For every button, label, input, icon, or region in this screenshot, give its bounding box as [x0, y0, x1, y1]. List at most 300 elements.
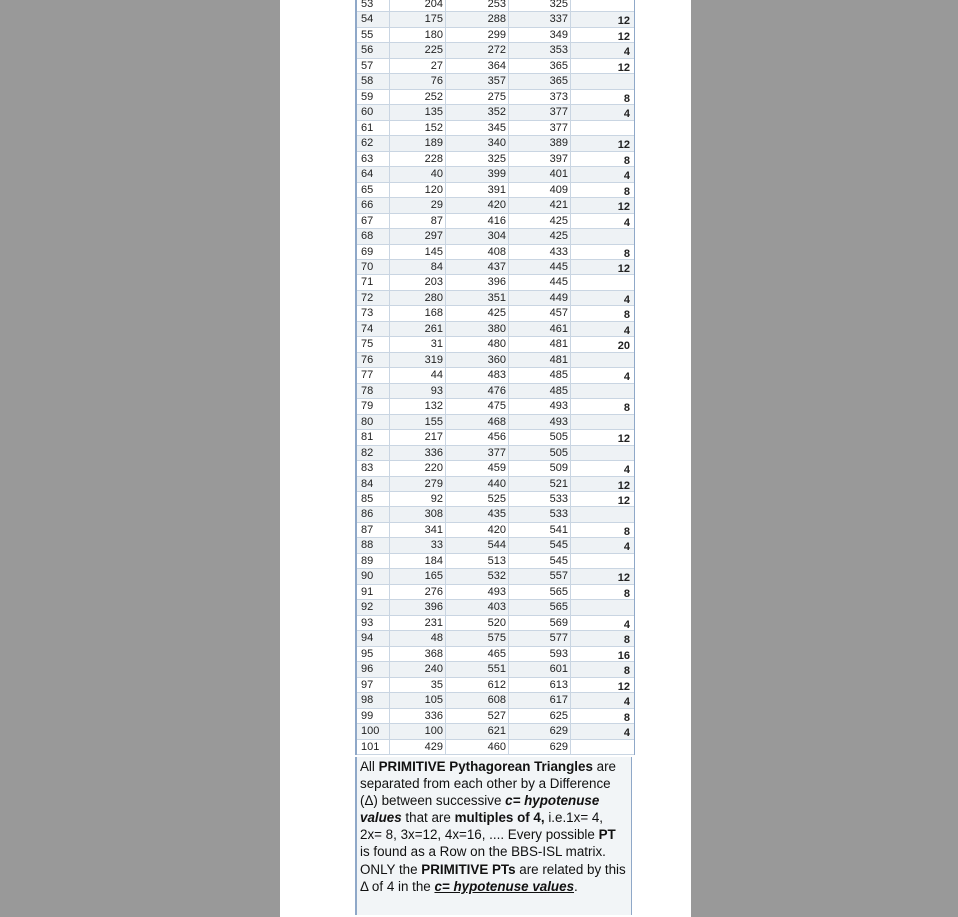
- hypotenuse-c-cell: 481: [509, 337, 571, 351]
- table-row: [357, 167, 634, 182]
- row-index-cell: 71: [357, 275, 390, 289]
- delta-cell: 12: [617, 201, 630, 214]
- hypotenuse-c-cell: 353: [509, 43, 571, 57]
- delta-cell: [571, 0, 632, 11]
- hypotenuse-c-cell: 557: [509, 569, 571, 583]
- delta-cell: 4: [623, 293, 630, 306]
- delta-cell: 4: [623, 324, 630, 337]
- side-a-cell: 240: [390, 662, 446, 676]
- note-text: is found as a Row on the BBS-ISL matrix. ONLY the: [360, 844, 606, 877]
- row-index-cell: 58: [357, 74, 390, 88]
- row-index-cell: 65: [357, 183, 390, 197]
- side-a-cell: 100: [390, 724, 446, 738]
- hypotenuse-c-cell: 397: [509, 152, 571, 166]
- hypotenuse-c-cell: 325: [509, 0, 571, 11]
- side-b-cell: 416: [446, 214, 509, 228]
- side-a-cell: 280: [390, 291, 446, 305]
- row-index-cell: 99: [357, 709, 390, 723]
- row-index-cell: 92: [357, 600, 390, 614]
- side-b-cell: 357: [446, 74, 509, 88]
- delta-cell: 12: [617, 15, 630, 28]
- side-b-cell: 420: [446, 523, 509, 537]
- table-row: [357, 245, 634, 260]
- table-row: [357, 322, 634, 337]
- hypotenuse-c-cell: 365: [509, 74, 571, 88]
- side-b-cell: 465: [446, 647, 509, 661]
- row-index-cell: 101: [357, 740, 390, 754]
- table-row: [357, 152, 634, 167]
- side-b-cell: 299: [446, 28, 509, 42]
- side-b-cell: 437: [446, 260, 509, 274]
- hypotenuse-c-cell: 625: [509, 709, 571, 723]
- side-b-cell: 532: [446, 569, 509, 583]
- row-index-cell: 84: [357, 477, 390, 491]
- side-a-cell: 33: [390, 538, 446, 552]
- side-b-cell: 612: [446, 678, 509, 692]
- delta-cell: [571, 121, 632, 135]
- hypotenuse-c-cell: 433: [509, 245, 571, 259]
- side-a-cell: 145: [390, 245, 446, 259]
- delta-cell: 8: [623, 711, 630, 724]
- table-row: [357, 0, 634, 12]
- side-b-cell: 483: [446, 368, 509, 382]
- side-a-cell: 165: [390, 569, 446, 583]
- row-index-cell: 64: [357, 167, 390, 181]
- delta-cell: [571, 353, 632, 367]
- delta-cell: [571, 507, 632, 521]
- side-b-cell: 377: [446, 446, 509, 460]
- side-b-cell: 525: [446, 492, 509, 506]
- note-text: All: [360, 759, 379, 774]
- note-text: c= hypotenuse values: [434, 878, 575, 894]
- hypotenuse-c-cell: 565: [509, 600, 571, 614]
- side-a-cell: 152: [390, 121, 446, 135]
- side-a-cell: 48: [390, 631, 446, 645]
- side-b-cell: 253: [446, 0, 509, 11]
- table-row: [357, 631, 634, 646]
- explanation-note: [355, 757, 632, 915]
- side-a-cell: 297: [390, 229, 446, 243]
- side-a-cell: 92: [390, 492, 446, 506]
- hypotenuse-c-cell: 377: [509, 105, 571, 119]
- row-index-cell: 83: [357, 461, 390, 475]
- side-a-cell: 261: [390, 322, 446, 336]
- delta-cell: 20: [617, 340, 630, 353]
- hypotenuse-c-cell: 421: [509, 198, 571, 212]
- row-index-cell: 61: [357, 121, 390, 135]
- side-b-cell: 513: [446, 554, 509, 568]
- row-index-cell: 98: [357, 693, 390, 707]
- table-row: [357, 678, 634, 693]
- hypotenuse-c-cell: 481: [509, 353, 571, 367]
- side-b-cell: 391: [446, 183, 509, 197]
- side-a-cell: 368: [390, 647, 446, 661]
- table-row: [357, 647, 634, 662]
- delta-cell: 8: [623, 185, 630, 198]
- side-a-cell: 184: [390, 554, 446, 568]
- row-index-cell: 75: [357, 337, 390, 351]
- side-b-cell: 475: [446, 399, 509, 413]
- delta-cell: 12: [617, 680, 630, 693]
- hypotenuse-c-cell: 521: [509, 477, 571, 491]
- side-a-cell: 308: [390, 507, 446, 521]
- hypotenuse-c-cell: 493: [509, 399, 571, 413]
- table-row: [357, 74, 634, 89]
- side-a-cell: 40: [390, 167, 446, 181]
- table-row: [357, 461, 634, 476]
- side-a-cell: 35: [390, 678, 446, 692]
- hypotenuse-c-cell: 365: [509, 59, 571, 73]
- side-a-cell: 225: [390, 43, 446, 57]
- side-a-cell: 228: [390, 152, 446, 166]
- delta-cell: 12: [617, 61, 630, 74]
- side-b-cell: 460: [446, 740, 509, 754]
- table-row: [357, 554, 634, 569]
- table-row: [357, 90, 634, 105]
- side-a-cell: 252: [390, 90, 446, 104]
- side-b-cell: 575: [446, 631, 509, 645]
- note-text: i.e.1x= 4, 2x= 8, 3x=12, 4x=16, .... Every possible: [360, 810, 604, 843]
- hypotenuse-c-cell: 389: [509, 136, 571, 150]
- side-b-cell: 456: [446, 430, 509, 444]
- row-index-cell: 76: [357, 353, 390, 367]
- delta-cell: 8: [623, 309, 630, 322]
- row-index-cell: 68: [357, 229, 390, 243]
- side-a-cell: 429: [390, 740, 446, 754]
- table-row: [357, 446, 634, 461]
- delta-cell: [571, 600, 632, 614]
- table-row: [357, 43, 634, 58]
- delta-cell: 8: [623, 665, 630, 678]
- row-index-cell: 87: [357, 523, 390, 537]
- table-row: [357, 121, 634, 136]
- table-row: [357, 384, 634, 399]
- side-a-cell: 279: [390, 477, 446, 491]
- note-text: multiples of 4,: [454, 810, 545, 826]
- table-row: [357, 724, 634, 739]
- row-index-cell: 69: [357, 245, 390, 259]
- table-row: [357, 616, 634, 631]
- delta-cell: 8: [623, 154, 630, 167]
- side-b-cell: 551: [446, 662, 509, 676]
- delta-cell: 4: [623, 108, 630, 121]
- side-b-cell: 325: [446, 152, 509, 166]
- row-index-cell: 91: [357, 585, 390, 599]
- row-index-cell: 100: [357, 724, 390, 738]
- side-b-cell: 544: [446, 538, 509, 552]
- table-row: [357, 275, 634, 290]
- hypotenuse-c-cell: 493: [509, 415, 571, 429]
- side-b-cell: 345: [446, 121, 509, 135]
- hypotenuse-c-cell: 545: [509, 538, 571, 552]
- row-index-cell: 97: [357, 678, 390, 692]
- side-b-cell: 340: [446, 136, 509, 150]
- delta-cell: 12: [617, 479, 630, 492]
- hypotenuse-c-cell: 409: [509, 183, 571, 197]
- hypotenuse-c-cell: 461: [509, 322, 571, 336]
- delta-cell: 12: [617, 139, 630, 152]
- row-index-cell: 93: [357, 616, 390, 630]
- note-text: are related by this Δ of 4 in the: [360, 861, 626, 894]
- side-b-cell: 396: [446, 275, 509, 289]
- delta-cell: 4: [623, 170, 630, 183]
- table-row: [357, 291, 634, 306]
- table-row: [357, 585, 634, 600]
- hypotenuse-c-cell: 457: [509, 306, 571, 320]
- note-text: c= hypotenuse values: [360, 793, 600, 826]
- table-row: [357, 260, 634, 275]
- side-a-cell: 44: [390, 368, 446, 382]
- row-index-cell: 63: [357, 152, 390, 166]
- row-index-cell: 82: [357, 446, 390, 460]
- hypotenuse-c-cell: 569: [509, 616, 571, 630]
- hypotenuse-c-cell: 613: [509, 678, 571, 692]
- side-b-cell: 527: [446, 709, 509, 723]
- delta-cell: 12: [617, 572, 630, 585]
- side-b-cell: 621: [446, 724, 509, 738]
- hypotenuse-c-cell: 533: [509, 507, 571, 521]
- side-a-cell: 336: [390, 709, 446, 723]
- delta-cell: 12: [617, 262, 630, 275]
- hypotenuse-c-cell: 533: [509, 492, 571, 506]
- table-row: [357, 693, 634, 708]
- note-text: that are: [401, 810, 455, 826]
- side-b-cell: 399: [446, 167, 509, 181]
- row-index-cell: 94: [357, 631, 390, 645]
- row-index-cell: 88: [357, 538, 390, 552]
- side-b-cell: 304: [446, 229, 509, 243]
- side-a-cell: 105: [390, 693, 446, 707]
- note-text: are separated from each other by a Difference (Δ) between successive: [360, 759, 616, 809]
- side-a-cell: 87: [390, 214, 446, 228]
- table-row: [357, 368, 634, 383]
- side-b-cell: 360: [446, 353, 509, 367]
- side-b-cell: 468: [446, 415, 509, 429]
- side-a-cell: 217: [390, 430, 446, 444]
- side-a-cell: 231: [390, 616, 446, 630]
- table-row: [357, 430, 634, 445]
- side-a-cell: 27: [390, 59, 446, 73]
- table-row: [357, 306, 634, 321]
- row-index-cell: 74: [357, 322, 390, 336]
- side-a-cell: 29: [390, 198, 446, 212]
- hypotenuse-c-cell: 349: [509, 28, 571, 42]
- side-b-cell: 493: [446, 585, 509, 599]
- side-a-cell: 276: [390, 585, 446, 599]
- table-row: [357, 492, 634, 507]
- delta-cell: 12: [617, 495, 630, 507]
- hypotenuse-c-cell: 485: [509, 384, 571, 398]
- delta-cell: [571, 275, 632, 289]
- table-row: [357, 183, 634, 198]
- hypotenuse-c-cell: 445: [509, 275, 571, 289]
- side-a-cell: 341: [390, 523, 446, 537]
- row-index-cell: 67: [357, 214, 390, 228]
- row-index-cell: 81: [357, 430, 390, 444]
- delta-cell: 4: [623, 464, 630, 477]
- note-text: .: [574, 878, 578, 894]
- side-b-cell: 408: [446, 245, 509, 259]
- hypotenuse-c-cell: 577: [509, 631, 571, 645]
- side-b-cell: 520: [446, 616, 509, 630]
- side-b-cell: 608: [446, 693, 509, 707]
- side-b-cell: 364: [446, 59, 509, 73]
- table-row: [357, 105, 634, 120]
- row-index-cell: 96: [357, 662, 390, 676]
- row-index-cell: 62: [357, 136, 390, 150]
- side-b-cell: 459: [446, 461, 509, 475]
- side-b-cell: 403: [446, 600, 509, 614]
- table-row: [357, 12, 634, 27]
- side-a-cell: 84: [390, 260, 446, 274]
- hypotenuse-c-cell: 505: [509, 446, 571, 460]
- table-row: [357, 229, 634, 244]
- row-index-cell: 78: [357, 384, 390, 398]
- row-index-cell: 73: [357, 306, 390, 320]
- row-index-cell: 66: [357, 198, 390, 212]
- side-b-cell: 435: [446, 507, 509, 521]
- side-a-cell: 175: [390, 12, 446, 26]
- note-text: PRIMITIVE Pythagorean Triangles: [378, 759, 593, 774]
- row-index-cell: 95: [357, 647, 390, 661]
- hypotenuse-c-cell: 401: [509, 167, 571, 181]
- row-index-cell: 60: [357, 105, 390, 119]
- table-row: [357, 28, 634, 43]
- hypotenuse-c-cell: 509: [509, 461, 571, 475]
- side-a-cell: 396: [390, 600, 446, 614]
- row-index-cell: 53: [357, 0, 390, 11]
- hypotenuse-c-cell: 445: [509, 260, 571, 274]
- table-row: [357, 709, 634, 724]
- row-index-cell: 57: [357, 59, 390, 73]
- table-row: [357, 538, 634, 553]
- hypotenuse-c-cell: 377: [509, 121, 571, 135]
- delta-cell: [571, 554, 632, 568]
- table-row: [357, 600, 634, 615]
- table-row: [357, 214, 634, 229]
- delta-cell: 12: [617, 433, 630, 446]
- hypotenuse-c-cell: 337: [509, 12, 571, 26]
- delta-cell: [571, 74, 632, 88]
- delta-cell: 8: [623, 525, 630, 538]
- side-a-cell: 336: [390, 446, 446, 460]
- hypotenuse-c-cell: 565: [509, 585, 571, 599]
- side-b-cell: 440: [446, 477, 509, 491]
- row-index-cell: 70: [357, 260, 390, 274]
- table-row: [357, 477, 634, 492]
- side-a-cell: 180: [390, 28, 446, 42]
- side-a-cell: 132: [390, 399, 446, 413]
- side-b-cell: 288: [446, 12, 509, 26]
- hypotenuse-c-cell: 425: [509, 229, 571, 243]
- side-a-cell: 76: [390, 74, 446, 88]
- delta-cell: 8: [623, 587, 630, 600]
- pythagorean-triples-table: [355, 0, 635, 755]
- hypotenuse-c-cell: 629: [509, 724, 571, 738]
- hypotenuse-c-cell: 373: [509, 90, 571, 104]
- hypotenuse-c-cell: 545: [509, 554, 571, 568]
- row-index-cell: 72: [357, 291, 390, 305]
- delta-cell: 8: [623, 634, 630, 647]
- hypotenuse-c-cell: 541: [509, 523, 571, 537]
- side-a-cell: 203: [390, 275, 446, 289]
- table-row: [357, 523, 634, 538]
- table-row: [357, 569, 634, 584]
- row-index-cell: 56: [357, 43, 390, 57]
- side-b-cell: 275: [446, 90, 509, 104]
- row-index-cell: 90: [357, 569, 390, 583]
- side-a-cell: 31: [390, 337, 446, 351]
- delta-cell: 16: [617, 649, 630, 662]
- hypotenuse-c-cell: 593: [509, 647, 571, 661]
- side-a-cell: 204: [390, 0, 446, 11]
- hypotenuse-c-cell: 425: [509, 214, 571, 228]
- table-row: [357, 59, 634, 74]
- side-a-cell: 120: [390, 183, 446, 197]
- table-row: [357, 415, 634, 430]
- side-a-cell: 155: [390, 415, 446, 429]
- side-a-cell: 93: [390, 384, 446, 398]
- side-b-cell: 351: [446, 291, 509, 305]
- delta-cell: 8: [623, 92, 630, 105]
- hypotenuse-c-cell: 601: [509, 662, 571, 676]
- row-index-cell: 89: [357, 554, 390, 568]
- delta-cell: 4: [623, 371, 630, 384]
- delta-cell: 4: [623, 618, 630, 631]
- side-b-cell: 272: [446, 43, 509, 57]
- delta-cell: 4: [623, 696, 630, 709]
- table-row: [357, 198, 634, 213]
- side-b-cell: 352: [446, 105, 509, 119]
- delta-cell: [571, 415, 632, 429]
- side-a-cell: 135: [390, 105, 446, 119]
- note-text: PT: [598, 827, 616, 843]
- row-index-cell: 86: [357, 507, 390, 521]
- delta-cell: 4: [623, 541, 630, 554]
- delta-cell: [571, 229, 632, 243]
- side-a-cell: 168: [390, 306, 446, 320]
- table-row: [357, 337, 634, 352]
- table-row: [357, 136, 634, 151]
- row-index-cell: 59: [357, 90, 390, 104]
- delta-cell: 12: [617, 30, 630, 43]
- table-row: [357, 662, 634, 677]
- delta-cell: [571, 384, 632, 398]
- hypotenuse-c-cell: 617: [509, 693, 571, 707]
- table-row: [357, 353, 634, 368]
- delta-cell: 8: [623, 247, 630, 260]
- row-index-cell: 55: [357, 28, 390, 42]
- row-index-cell: 77: [357, 368, 390, 382]
- side-a-cell: 319: [390, 353, 446, 367]
- delta-cell: 4: [623, 46, 630, 59]
- delta-cell: [571, 446, 632, 460]
- delta-cell: 8: [623, 402, 630, 415]
- side-b-cell: 480: [446, 337, 509, 351]
- side-b-cell: 420: [446, 198, 509, 212]
- row-index-cell: 54: [357, 12, 390, 26]
- side-b-cell: 380: [446, 322, 509, 336]
- hypotenuse-c-cell: 505: [509, 430, 571, 444]
- row-index-cell: 80: [357, 415, 390, 429]
- row-index-cell: 79: [357, 399, 390, 413]
- hypotenuse-c-cell: 485: [509, 368, 571, 382]
- delta-cell: [571, 740, 632, 754]
- table-row: [357, 399, 634, 414]
- side-b-cell: 425: [446, 306, 509, 320]
- delta-cell: 4: [623, 216, 630, 229]
- side-a-cell: 220: [390, 461, 446, 475]
